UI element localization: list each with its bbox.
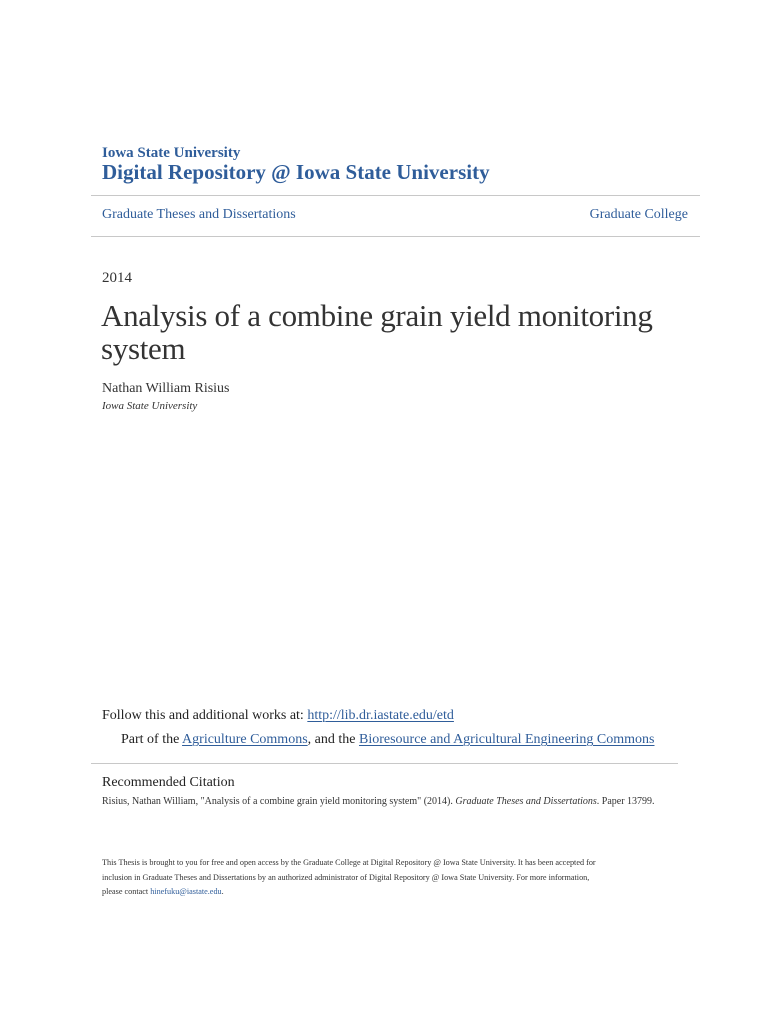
collection-link[interactable]: Graduate Theses and Dissertations (102, 207, 296, 222)
citation-start: Risius, Nathan William, "Analysis of a combine grain yield monitoring system" (2014). (102, 796, 456, 807)
citation-text (102, 796, 655, 807)
citation-heading: Recommended Citation (102, 775, 235, 790)
agriculture-commons-link[interactable]: Agriculture Commons (182, 732, 308, 747)
college-link[interactable]: Graduate College (589, 207, 688, 222)
author-affiliation: Iowa State University (102, 400, 198, 412)
part-of-line (121, 732, 654, 748)
contact-email-link[interactable]: hinefuku@iastate.edu (150, 887, 222, 896)
author-name: Nathan William Risius (102, 381, 230, 396)
follow-prefix: Follow this and additional works at: (102, 708, 308, 723)
university-link[interactable]: Iowa State University (102, 145, 241, 161)
part-of-prefix: Part of the (121, 732, 183, 747)
part-of-middle: , and the (307, 732, 359, 747)
citation-divider (91, 763, 678, 764)
access-notice (102, 856, 682, 900)
paper-title: Analysis of a combine grain yield monitoring system (101, 298, 653, 366)
nav-divider (91, 236, 700, 237)
top-divider (91, 195, 700, 196)
citation-series: Graduate Theses and Dissertations (455, 796, 597, 807)
notice-line-1: This Thesis is brought to you for free and open access by the Graduate College at Digital Repository @ Iowa State University. It has been accepted for (102, 858, 596, 867)
notice-line-2: inclusion in Graduate Theses and Dissertations by an authorized administrator of Digital Repository @ Iowa State University. For more information, (102, 872, 590, 882)
etd-url-link[interactable]: http://lib.dr.iastate.edu/etd (307, 708, 454, 723)
repository-link[interactable]: Digital Repository @ Iowa State University (102, 160, 490, 184)
citation-end: . Paper 13799. (596, 796, 655, 807)
follow-line (102, 708, 454, 724)
publication-year: 2014 (102, 270, 132, 286)
notice-line-3 (102, 885, 682, 900)
notice-contact-suffix: . (221, 887, 224, 896)
bioresource-commons-link[interactable]: Bioresource and Agricultural Engineering Commons (358, 732, 655, 747)
notice-contact-prefix: please contact (102, 887, 151, 896)
